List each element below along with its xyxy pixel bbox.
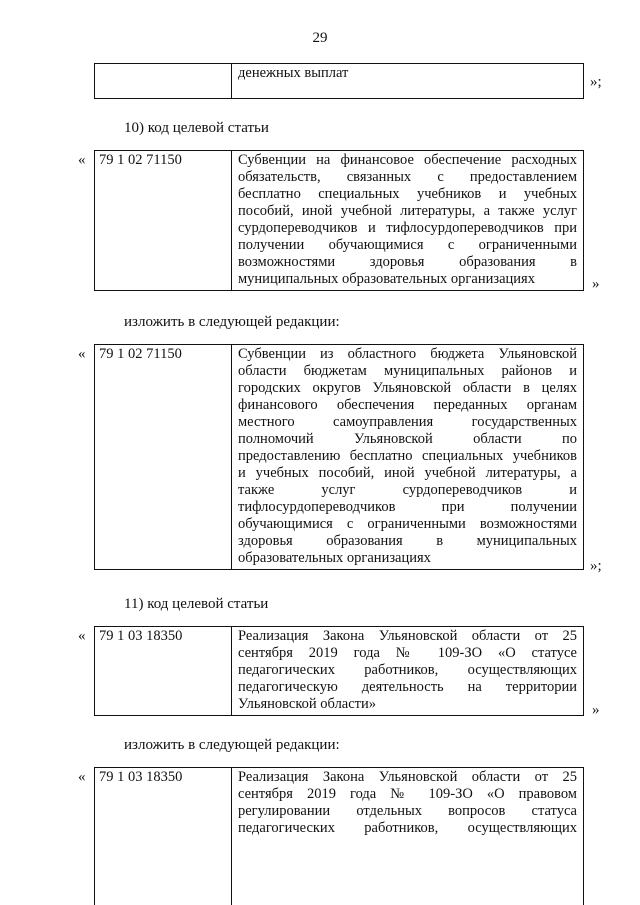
table-line: обязательств, связанных с предоставлением bbox=[238, 169, 577, 185]
table-line: и учебных пособий, иной учебной литературы, а bbox=[238, 465, 577, 481]
page-number: 29 bbox=[312, 30, 328, 46]
table-line: возможностями здоровья образования в bbox=[238, 254, 577, 270]
table-line: сурдопереводчиков и тифлосурдопереводчиков при bbox=[238, 220, 577, 236]
section-10-old-desc-cell bbox=[232, 151, 583, 290]
open-quote-mark: « bbox=[78, 346, 86, 362]
section-11-new-code-cell: 79 1 03 18350 bbox=[95, 768, 232, 905]
table-line: тифлосурдопереводчиков при получении bbox=[238, 499, 577, 515]
table-line: финансового обеспечения переданных органам bbox=[238, 397, 577, 413]
close-quote-mark: » bbox=[592, 702, 600, 718]
table-line: полномочий Ульяновской области по bbox=[238, 431, 577, 447]
section-10-new-code-cell: 79 1 02 71150 bbox=[95, 345, 232, 569]
section-10-old-code-cell: 79 1 02 71150 bbox=[95, 151, 232, 290]
table-line: городских округов Ульяновской области в целях bbox=[238, 380, 577, 396]
table-line: местного самоуправления государственных bbox=[238, 414, 577, 430]
table-line: обучающимися с ограниченными возможностями bbox=[238, 516, 577, 532]
table-line: регулировании отдельных вопросов статуса bbox=[238, 803, 577, 819]
section-11-old-desc-cell bbox=[232, 627, 583, 715]
table-line: Субвенции из областного бюджета Ульяновской bbox=[238, 346, 577, 362]
top-table-fragment bbox=[94, 63, 584, 99]
section-10-instruction: изложить в следующей редакции: bbox=[124, 314, 340, 330]
close-quote-mark: » bbox=[592, 276, 600, 292]
table-line: муниципальных образовательных организациях bbox=[238, 271, 535, 287]
open-quote-mark: « bbox=[78, 628, 86, 644]
table-line: Ульяновской области» bbox=[238, 696, 377, 712]
section-11-instruction: изложить в следующей редакции: bbox=[124, 737, 340, 753]
table-line: Реализация Закона Ульяновской области от 25 bbox=[238, 628, 577, 644]
close-quote-mark: »; bbox=[590, 558, 602, 574]
section-11-old-code-cell: 79 1 03 18350 bbox=[95, 627, 232, 715]
table-line: здоровья образования в муниципальных bbox=[238, 533, 577, 549]
top-table-desc-cell bbox=[232, 64, 583, 98]
section-11-heading: 11) код целевой статьи bbox=[124, 596, 269, 612]
section-10-new-table bbox=[94, 344, 584, 570]
section-10-heading: 10) код целевой статьи bbox=[124, 120, 269, 136]
section-10-old-table bbox=[94, 150, 584, 291]
table-line: педагогическую деятельность на территории bbox=[238, 679, 577, 695]
section-11-old-table bbox=[94, 626, 584, 716]
table-line: пособий, иной учебной литературы, а также услуг bbox=[238, 203, 577, 219]
close-quote-mark: »; bbox=[590, 74, 602, 90]
table-line: образовательных организациях bbox=[238, 550, 431, 566]
section-11-new-desc-cell bbox=[232, 768, 583, 905]
section-10-new-desc-cell bbox=[232, 345, 583, 569]
table-line: сентября 2019 года № 109-ЗО «О статусе bbox=[238, 645, 577, 661]
top-table-code-cell bbox=[95, 64, 232, 98]
table-line: также услуг сурдопереводчиков и bbox=[238, 482, 577, 498]
table-line: педагогических работников, осуществляющих bbox=[238, 820, 577, 836]
table-line: бесплатно специальных учебников и учебных bbox=[238, 186, 577, 202]
table-line: Реализация Закона Ульяновской области от 25 bbox=[238, 769, 577, 785]
top-table-line: денежных выплат bbox=[238, 65, 349, 81]
open-quote-mark: « bbox=[78, 152, 86, 168]
table-line: Субвенции на финансовое обеспечение расходных bbox=[238, 152, 577, 168]
table-line: предоставлению бесплатно специальных учебников bbox=[238, 448, 577, 464]
table-line: сентября 2019 года № 109-ЗО «О правовом bbox=[238, 786, 577, 802]
table-line: области бюджетам муниципальных районов и bbox=[238, 363, 577, 379]
section-11-new-table bbox=[94, 767, 584, 905]
open-quote-mark: « bbox=[78, 769, 86, 785]
table-line: педагогических работников, осуществляющих bbox=[238, 662, 577, 678]
table-line: получении обучающимися с ограниченными bbox=[238, 237, 577, 253]
